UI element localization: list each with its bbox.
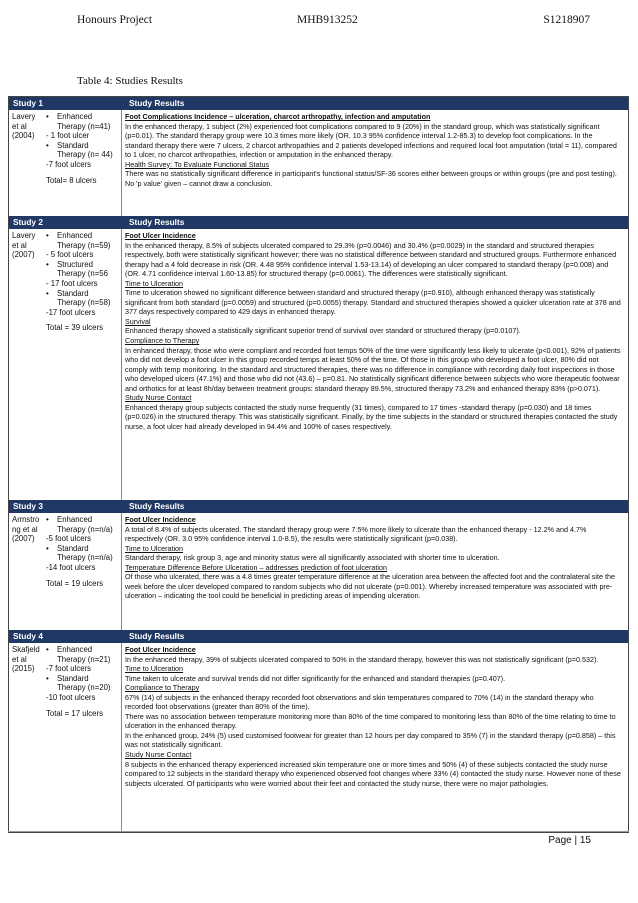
therapy-arm <box>46 674 119 693</box>
bullet-icon: • <box>46 673 49 683</box>
total-ulcers: Total = 19 ulcers <box>46 578 103 588</box>
bullet-icon: • <box>46 645 49 654</box>
result-text: Time to ulceration showed no significant difference between standard and structured therapy (p=0.910), although enhanced therapy was statistically significant from both standard (p=0.0059) and structured (p=0.0055) therapy. Standard and structured therapies showed a quicker ulceration rate at 378 and 377 days respectively compared to 429 days in enhanced therapy. <box>125 288 621 317</box>
result-heading: Foot Complications Incidence – ulceration, charcot arthropathy, infection and amputation <box>125 112 431 121</box>
study-label: Study 2 <box>13 217 43 227</box>
header-left: Honours Project <box>77 14 153 26</box>
result-heading: Study Nurse Contact <box>125 393 192 403</box>
therapy-arms <box>46 515 119 588</box>
arm-label: Standard Therapy (n=58) <box>57 288 111 308</box>
study-arms-cell <box>9 229 122 500</box>
result-heading: Foot Ulcer Incidence <box>125 231 196 240</box>
author-line: Armstro <box>12 515 40 524</box>
result-heading: Temperature Difference Before Ulceration – addresses prediction of foot ulceration <box>125 562 387 572</box>
study-label: Study 1 <box>13 98 43 108</box>
study-row <box>9 229 628 500</box>
table-caption: Table 4: Studies Results <box>77 75 183 87</box>
result-text: Enhanced therapy group subjects contacted the study nurse frequently (31 times), compared to 17 times -standard therapy (p=0.030) and 18 times (p=0.026) in the structured therapy. This was statistically significant. Finally, by the time subjects in the standard or structured therapies contacted the study nurse, a foot ulcer had already developed in 94.4% and 100% of cases respectively. <box>125 402 618 431</box>
bullet-icon: • <box>46 112 49 121</box>
bullet-icon: • <box>46 231 49 240</box>
study-row <box>9 643 628 831</box>
result-text: In the enhanced group, 24% (5) used customised footwear for greater than 12 hours per day compared to 35% (7) in the standard therapy (p=0.858) – this was not statistically significant. <box>125 730 616 750</box>
therapy-arm <box>46 645 119 664</box>
study-results-cell <box>125 513 622 630</box>
result-heading: Time to Ulceration <box>125 278 184 288</box>
total-ulcers: Total = 17 ulcers <box>46 708 103 718</box>
study-header-band <box>9 500 628 513</box>
result-heading: Foot Ulcer Incidence <box>125 515 196 524</box>
study-results-cell <box>125 643 622 831</box>
study-results-cell <box>125 229 622 500</box>
author-line: Skafjeld <box>12 645 40 654</box>
therapy-arm <box>46 289 119 308</box>
result-text: There was no statistically significant difference in participant's functional status/SF-36 scores either between groups or within groups (pre and post testing). No 'p value' given – cannot draw a conclusion. <box>125 169 617 188</box>
total-ulcers: Total = 39 ulcers <box>46 323 103 333</box>
arm-label: Enhanced Therapy (n=41) <box>57 112 111 131</box>
author-line: Lavery <box>12 112 36 121</box>
result-text: 8 subjects in the enhanced therapy experienced increased skin temperature one or more times and 50% (4) of these subjects contacted the study nurse compared to 12 subjects in the standard therapy who experienced observed foot changes where 33% (4) contacted the study nurse. However none of these subjects ulcerated. Of participants who were worried about their feet and contacted the study nurse, there were no major pathologies. <box>125 759 621 788</box>
result-heading: Compliance to Therapy <box>125 336 200 346</box>
therapy-arm <box>46 260 119 279</box>
study-row <box>9 513 628 630</box>
author-line: (2015) <box>12 664 35 674</box>
result-heading: Compliance to Therapy <box>125 683 200 693</box>
author-line: (2004) <box>12 131 35 141</box>
total-ulcers: Total= 8 ulcers <box>46 175 97 185</box>
arm-label: Enhanced Therapy (n=n/a) <box>57 515 113 534</box>
ulcer-count: -17 foot ulcers <box>46 307 96 317</box>
ulcer-count: -7 foot ulcers <box>46 664 92 674</box>
author-line: Lavery <box>12 231 36 240</box>
therapy-arm <box>46 544 119 563</box>
page-number: Page | 15 <box>548 835 591 846</box>
column-title: Study Results <box>129 631 185 641</box>
therapy-arms <box>46 112 119 185</box>
author-line: (2007) <box>12 250 35 260</box>
result-heading: Time to Ulceration <box>125 664 184 674</box>
author-line: et al <box>12 240 27 250</box>
study-author <box>12 645 46 674</box>
result-text: 67% (14) of subjects in the enhanced therapy recorded foot observations and skin temperatures compared to 70% (14) in the standard therapy who recorded foot observations (greater than 80% of the time). <box>125 692 594 712</box>
study-arms-cell <box>9 110 122 216</box>
study-results-cell <box>125 110 622 216</box>
arm-label: Standard Therapy (n=n/a) <box>57 543 113 563</box>
study-author <box>12 112 46 141</box>
result-text: Of those who ulcerated, there was a 4.8 times greater temperature difference at the ulceration area between the affected foot and the contralateral site the week before the ulcer developed compared to random subjects who did not ulcerate (p=0.001). Whereby increased temperature was associated with pre-ulceration – indicating the tool could be beneficial in predicting areas of impending ulceration. <box>125 572 615 601</box>
study-arms-cell <box>9 513 122 630</box>
study-arms-cell <box>9 643 122 831</box>
author-line: (2007) <box>12 534 35 544</box>
bullet-icon: • <box>46 515 49 524</box>
therapy-arm <box>46 141 119 160</box>
ulcer-count: -10 foot ulcers <box>46 692 96 702</box>
therapy-arms <box>46 645 119 718</box>
ulcer-count: - 1 foot ulcer <box>46 131 90 141</box>
therapy-arms <box>46 231 119 333</box>
result-heading: Time to Ulceration <box>125 543 184 553</box>
result-heading: Survival <box>125 316 151 326</box>
ulcer-count: - 17 foot ulcers <box>46 278 98 288</box>
ulcer-count: - 5 foot ulcers <box>46 250 94 260</box>
result-text: Enhanced therapy showed a statistically significant superior trend of survival over standard or structured therapy (p=0.0107). <box>125 326 521 336</box>
result-text: Time taken to ulcerate and survival trends did not differ significantly for the enhanced and standard therapies (p=0.407). <box>125 673 506 683</box>
therapy-arm <box>46 112 119 131</box>
column-title: Study Results <box>129 501 185 511</box>
ulcer-count: -14 foot ulcers <box>46 562 96 572</box>
arm-label: Structured Therapy (n=56 <box>57 259 108 279</box>
arm-label: Standard Therapy (n=20) <box>57 673 111 693</box>
arm-label: Enhanced Therapy (n=59) <box>57 231 111 250</box>
result-text: In the enhanced therapy, 39% of subjects ulcerated compared to 50% in the standard therapy, however this was not statistically significant (p=0.532). <box>125 654 599 664</box>
arm-label: Enhanced Therapy (n=21) <box>57 645 111 664</box>
bullet-icon: • <box>46 288 49 298</box>
author-line: ng et al <box>12 524 38 534</box>
bullet-icon: • <box>46 259 49 269</box>
result-heading: Health Survey: To Evaluate Functional Status <box>125 159 270 169</box>
result-text: In enhanced therapy, those who were compliant and recorded foot temps 50% of the time were significantly less likely to ulcerate (p<0.001), 92% of patients who did not develop a foot ulcer in this group recorded temps at least 50% of the time. Of those in this group who developed a foot ulcer, 80% did not comply with temp monitoring. In the standard and structured therapies, there was no difference in compliance with recording daily foot inspections in those who developed ulcers (47.1%) and those who did not (43.6) – p=0.81. No statistically significant difference between subjects who wore therapeutic footwear and orthotics for at least 8h/day between treatment groups: standard therapy 89.5%, structured therapy 73.2% and enhanced therapy 83% (p>0.071). <box>125 345 621 393</box>
page-header <box>77 14 590 28</box>
result-heading: Study Nurse Contact <box>125 750 192 760</box>
study-header-band <box>9 216 628 229</box>
column-title: Study Results <box>129 98 185 108</box>
footer-rule <box>8 831 629 832</box>
therapy-arm <box>46 515 119 534</box>
study-label: Study 4 <box>13 631 43 641</box>
result-text: Standard therapy, risk group 3, age and minority status were all significantly associated with shorter time to ulceration. <box>125 553 500 563</box>
study-label: Study 3 <box>13 501 43 511</box>
study-header-band <box>9 97 628 110</box>
result-text: In the enhanced therapy, 8.5% of subjects ulcerated compared to 29.3% (p=0.0046) and 30.4% (p=0.0029) in the standard and structured therapies respectively, both were statistically significant however; there was no statistical difference between standard and structured groups. Furthermore enhanced therapy had a 4 fold decrease in risk (OR. 4.48 95% confidence interval 1.53-13.14) of developing an ulcer compared to standard therapy (p=0.008) and (OR. 4.71 confidence interval 1.60-13.85) for structured therapy (p=0.0061). The differences were statistically significant. <box>125 240 617 279</box>
ulcer-count: -7 foot ulcers <box>46 159 92 169</box>
therapy-arm <box>46 231 119 250</box>
result-text: In the enhanced therapy, 1 subject (2%) experienced foot complications compared to 9 (20%) in the standard group, which was statistically significant (p=0.01). The standard therapy group were 10.3 times more likely (OR. 10.3 95% confidence interval 1.2-85.3) to develop foot complications. In the standard therapy there were 7 ulcers, 2 charcot arthropathies and 2 patients developed infections and required local foot amputation (total = 11), compared to 1 ulcer, no charcot arthropathies, infection or amputation in the enhanced therapy. <box>125 121 617 160</box>
author-line: et al <box>12 654 27 664</box>
study-header-band <box>9 630 628 643</box>
bullet-icon: • <box>46 543 49 553</box>
study-author <box>12 231 46 260</box>
result-text: A total of 8.4% of subjects ulcerated. The standard therapy group were 7.5% more likely to ulcerate than the enhanced therapy - 12.2% and 4.7% respectively (OR. 3.0 95% confidence interval 1.0-8.5), the results were statistically significant (p=0.038). <box>125 524 587 544</box>
author-line: et al <box>12 121 27 131</box>
study-row <box>9 110 628 216</box>
results-table <box>8 96 629 833</box>
bullet-icon: • <box>46 140 49 150</box>
ulcer-count: -5 foot ulcers <box>46 534 92 544</box>
arm-label: Standard Therapy (n= 44) <box>57 140 113 160</box>
study-author <box>12 515 46 544</box>
result-heading: Foot Ulcer Incidence <box>125 645 196 654</box>
result-text: There was no association between temperature monitoring more than 80% of the time compared to monitoring less than 80% of the time relating to time to ulceration in the enhanced therapy. <box>125 711 616 731</box>
header-center: MHB913252 <box>297 14 358 26</box>
header-right: S1218907 <box>543 14 590 26</box>
column-title: Study Results <box>129 217 185 227</box>
